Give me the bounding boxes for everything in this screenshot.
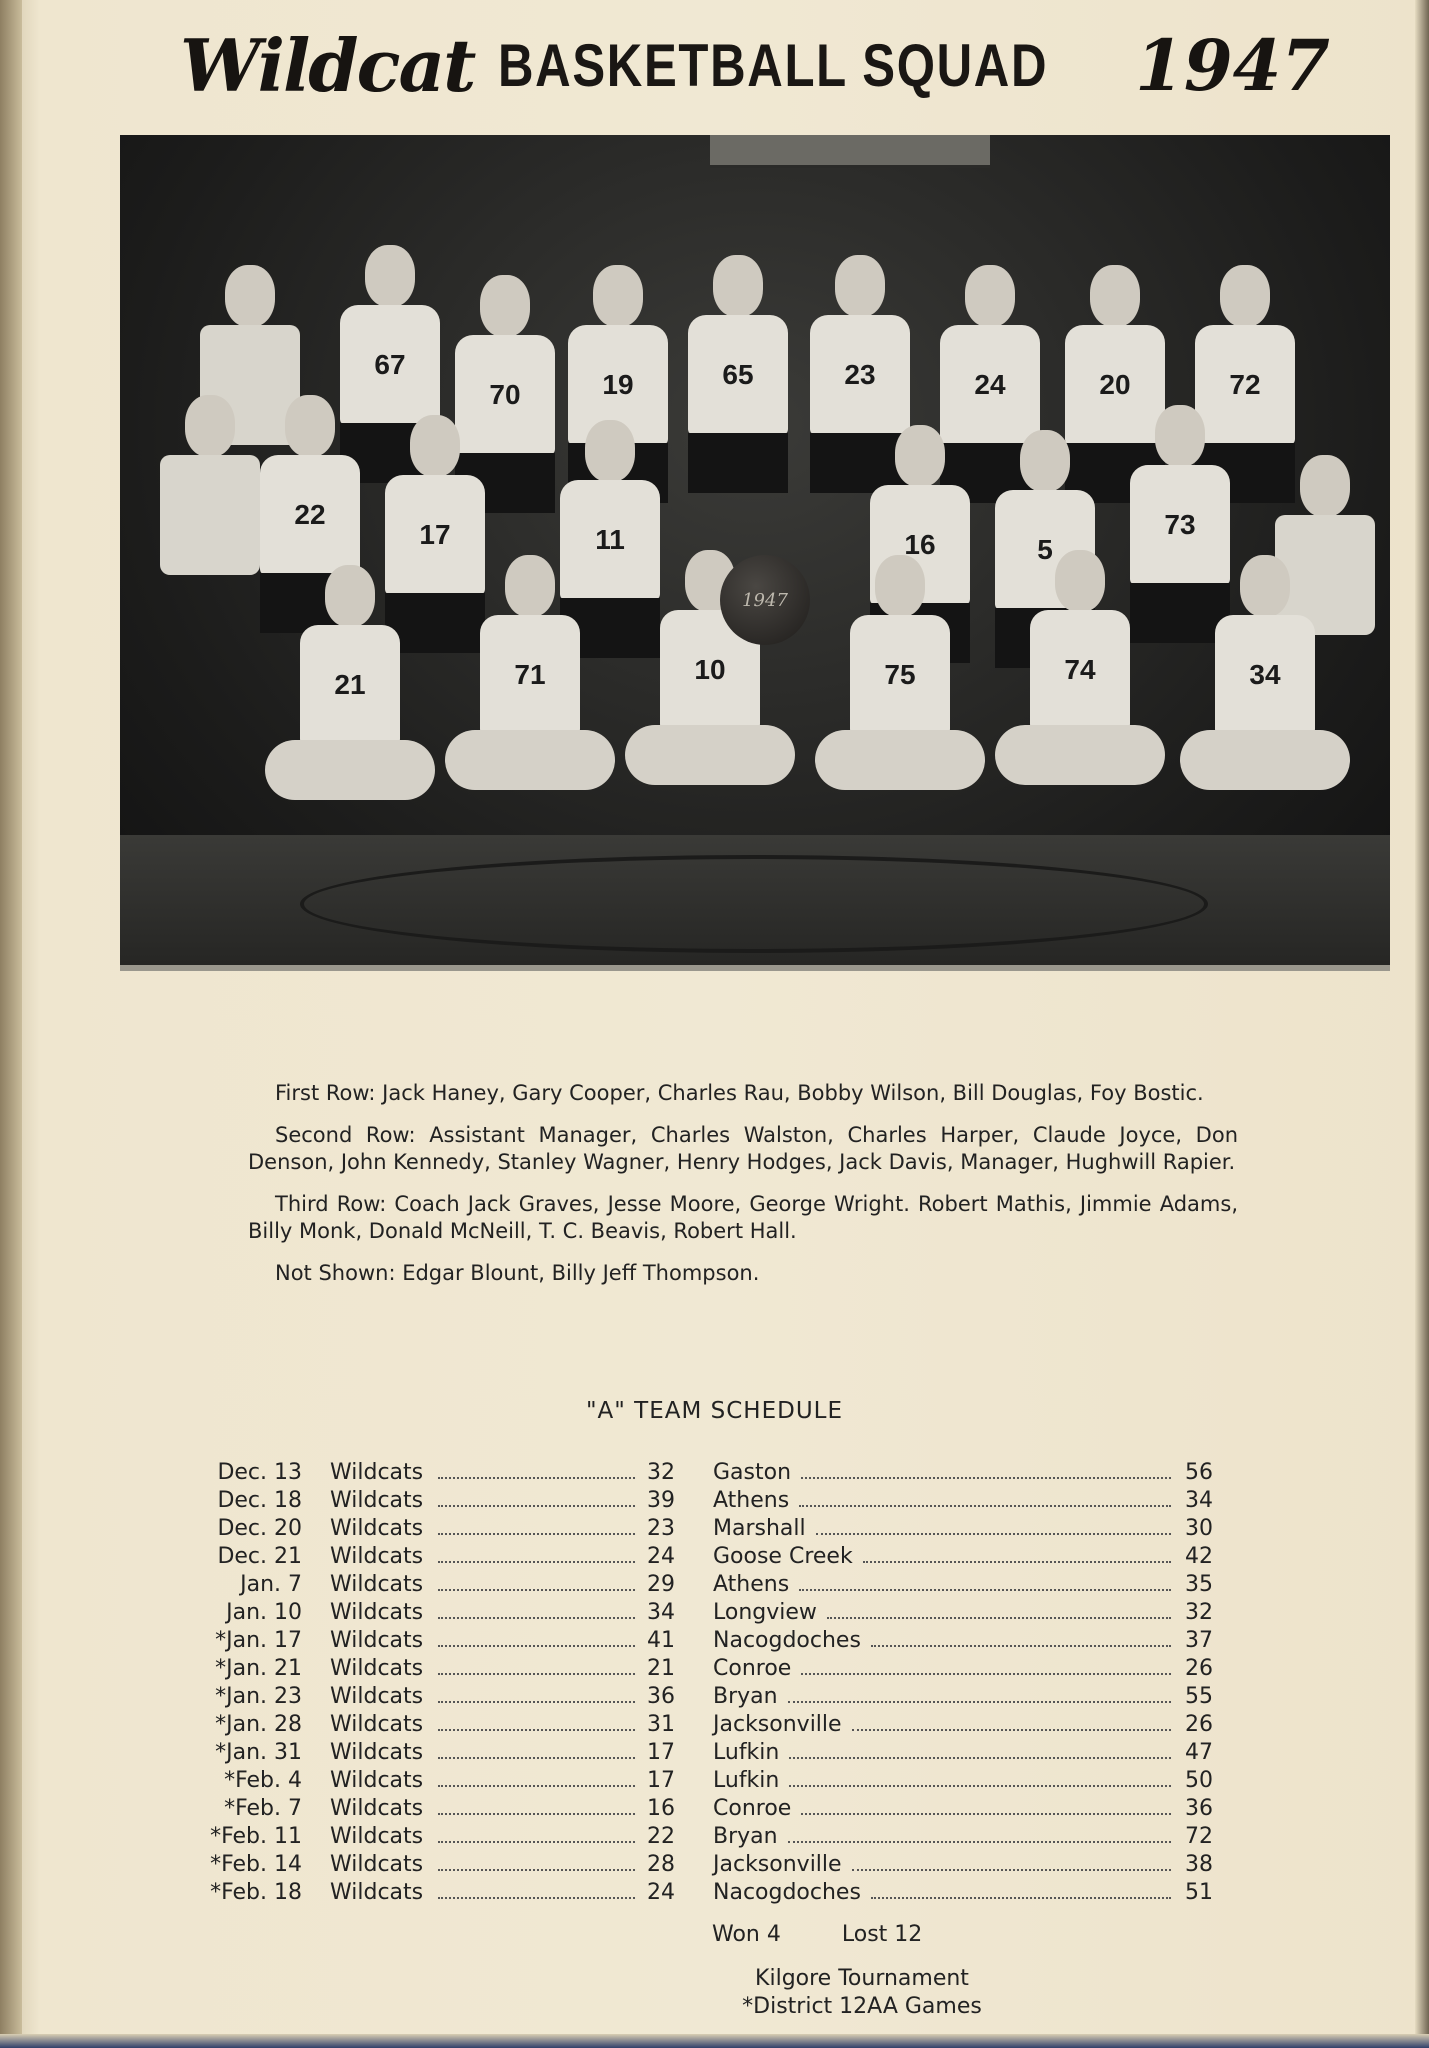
opponent-score: 55 [1185,1683,1213,1709]
roster-second-row: Second Row: Assistant Manager, Charles Walston, Charles Harper, Claude Joyce, Don Denson, John Kennedy, Stanley Wagner, Henry Hodges, Jack Davis, Manager, Hughwill Rapier. [248,1123,1238,1174]
player-front-5: 74 [1000,550,1160,810]
opponent-name: Athens [713,1487,790,1513]
player-back-5: 23 [790,255,930,515]
schedule-row [713,1878,1213,1906]
game-date: *Feb. 4 [224,1767,302,1793]
team-name: Wildcats [330,1627,424,1653]
schedule-row [175,1626,675,1654]
leader-dots [871,1645,1171,1647]
record-lost: Lost 12 [841,1922,923,1947]
wildcats-score: 22 [647,1823,675,1849]
opponent-name: Conroe [713,1795,792,1821]
wildcats-score: 24 [647,1879,675,1905]
game-date: *Feb. 14 [210,1851,302,1877]
player-back-1: 67 [320,245,460,505]
schedule-row [175,1794,675,1822]
team-name: Wildcats [330,1683,424,1709]
player-front-4: 75 [820,555,980,815]
leader-dots [438,1673,635,1675]
leader-dots [801,1477,1171,1479]
game-date: Dec. 21 [217,1543,302,1569]
team-name: Wildcats [330,1767,424,1793]
record-won: Won 4 [712,1922,781,1947]
game-date: Dec. 13 [217,1459,302,1485]
wildcats-score: 21 [647,1655,675,1681]
opponent-score: 42 [1185,1543,1213,1569]
schedule-row [713,1738,1213,1766]
opponent-name: Jacksonville [713,1851,842,1877]
season-record [712,1922,922,1947]
player-middle-3: 11 [540,420,680,680]
schedule-row [713,1850,1213,1878]
wildcats-score: 31 [647,1711,675,1737]
team-name: Wildcats [330,1879,424,1905]
leader-dots [799,1505,1171,1507]
team-name: Wildcats [330,1795,424,1821]
leader-dots [788,1841,1171,1843]
schedule-title: "A" TEAM SCHEDULE [585,1398,844,1424]
leader-dots [438,1617,635,1619]
wildcats-score: 17 [647,1739,675,1765]
opponent-score: 32 [1185,1599,1213,1625]
opponent-name: Nacogdoches [713,1879,861,1905]
opponent-name: Jacksonville [713,1711,842,1737]
opponent-score: 47 [1185,1739,1213,1765]
page-title [180,20,1380,110]
wildcats-score: 17 [647,1767,675,1793]
opponent-score: 35 [1185,1571,1213,1597]
page-edge-bottom [0,2034,1429,2048]
court-circle [300,855,1208,953]
team-name: Wildcats [330,1487,424,1513]
team-name: Wildcats [330,1515,424,1541]
opponent-name: Conroe [713,1655,792,1681]
leader-dots [816,1533,1171,1535]
schedule-row [175,1738,675,1766]
leader-dots [438,1477,635,1479]
opponent-score: 36 [1185,1795,1213,1821]
opponent-name: Gaston [713,1459,792,1485]
team-name: Wildcats [330,1543,424,1569]
schedule-row [175,1486,675,1514]
team-name: Wildcats [330,1711,424,1737]
wildcats-scores-column [175,1458,675,1906]
opponent-score: 38 [1185,1851,1213,1877]
opponent-score: 51 [1185,1879,1213,1905]
game-date: *Feb. 18 [210,1879,302,1905]
leader-dots [827,1617,1171,1619]
roster-third-row: Third Row: Coach Jack Graves, Jesse Moore, George Wright. Robert Mathis, Jimmie Adams, Billy Monk, Donald McNeill, T. C. Beavis, Robert Hall. [248,1192,1238,1243]
title-text: BASKETBALL SQUAD [498,31,1049,99]
opponent-score: 50 [1185,1767,1213,1793]
player-middle-4: 16 [850,425,990,685]
leader-dots [438,1785,635,1787]
player-front-2: 71 [450,555,610,815]
backboard [710,135,990,168]
leader-dots [799,1589,1171,1591]
team-name: Wildcats [330,1655,424,1681]
opponent-score: 72 [1185,1823,1213,1849]
page-spine [0,0,22,2048]
leader-dots [871,1897,1171,1899]
game-date: Jan. 10 [226,1599,302,1625]
player-front-3: 10 [630,550,790,810]
schedule-row [713,1710,1213,1738]
wildcats-score: 39 [647,1487,675,1513]
title-year: 1947 [1135,23,1330,107]
leader-dots [801,1813,1171,1815]
wildcats-score: 36 [647,1683,675,1709]
leader-dots [863,1561,1171,1563]
opponent-score: 37 [1185,1627,1213,1653]
schedule-row [175,1542,675,1570]
schedule-row [713,1514,1213,1542]
game-date: Jan. 7 [240,1571,302,1597]
title-script-word: Wildcat [180,22,475,108]
wildcats-score: 34 [647,1599,675,1625]
opponent-name: Nacogdoches [713,1627,861,1653]
note-tournament: Kilgore Tournament [755,1966,969,1991]
schedule-row [713,1458,1213,1486]
player-middle-6: 73 [1105,405,1255,665]
wildcats-score: 24 [647,1543,675,1569]
schedule-row [713,1542,1213,1570]
game-date: *Jan. 31 [215,1739,302,1765]
page-edge [1415,0,1429,2048]
game-date: *Jan. 21 [215,1655,302,1681]
schedule-row [713,1794,1213,1822]
player-back-6: 24 [920,265,1060,525]
wildcats-score: 29 [647,1571,675,1597]
leader-dots [438,1757,635,1759]
schedule-row [175,1654,675,1682]
opponent-score: 34 [1185,1487,1213,1513]
schedule-row [713,1626,1213,1654]
team-name: Wildcats [330,1851,424,1877]
schedule-row [175,1598,675,1626]
opponent-score: 26 [1185,1655,1213,1681]
leader-dots [438,1813,635,1815]
roster-first-row: First Row: Jack Haney, Gary Cooper, Charles Rau, Bobby Wilson, Bill Douglas, Foy Bostic. [275,1081,1204,1105]
leader-dots [438,1645,635,1647]
opponent-name: Bryan [713,1683,778,1709]
player-middle-5: 5 [975,430,1115,690]
schedule-row [175,1878,675,1906]
player-front-1: 21 [270,565,430,825]
opponent-name: Longview [713,1599,817,1625]
team-name: Wildcats [330,1739,424,1765]
schedule-row [713,1766,1213,1794]
game-date: *Feb. 7 [224,1795,302,1821]
schedule-row [713,1598,1213,1626]
opponent-name: Athens [713,1571,790,1597]
leader-dots [438,1561,635,1563]
opponent-name: Goose Creek [713,1543,853,1569]
opponent-name: Marshall [713,1515,806,1541]
schedule-row [175,1458,675,1486]
game-date: *Jan. 28 [215,1711,302,1737]
leader-dots [438,1701,635,1703]
player-middle-1: 22 [240,395,380,655]
leader-dots [438,1589,635,1591]
leader-dots [438,1869,635,1871]
wildcats-score: 41 [647,1627,675,1653]
schedule-row [713,1654,1213,1682]
player-back-3: 19 [548,265,688,525]
team-name: Wildcats [330,1459,424,1485]
schedule-row [175,1850,675,1878]
player-back-7: 20 [1045,265,1185,525]
schedule-row [175,1514,675,1542]
wildcats-score: 16 [647,1795,675,1821]
leader-dots [438,1841,635,1843]
team-photo [120,135,1390,971]
team-name: Wildcats [330,1571,424,1597]
game-date: Dec. 20 [217,1515,302,1541]
leader-dots [789,1785,1171,1787]
note-district: *District 12AA Games [742,1994,982,2019]
player-back-4: 65 [668,255,808,515]
leader-dots [438,1729,635,1731]
wildcats-score: 32 [647,1459,675,1485]
leader-dots [801,1673,1171,1675]
schedule-row [175,1710,675,1738]
team-name: Wildcats [330,1823,424,1849]
game-date: *Feb. 11 [210,1823,302,1849]
game-date: Dec. 18 [217,1487,302,1513]
player-middle-2: 17 [365,415,505,675]
game-date: *Jan. 23 [215,1683,302,1709]
opponent-name: Lufkin [713,1767,780,1793]
opponent-score: 56 [1185,1459,1213,1485]
schedule-row [175,1766,675,1794]
leader-dots [852,1869,1171,1871]
schedule-row [175,1570,675,1598]
leader-dots [788,1701,1171,1703]
roster-caption [248,1080,1238,1302]
opponent-score: 30 [1185,1515,1213,1541]
wildcats-score: 23 [647,1515,675,1541]
schedule-notes [712,1965,1012,2021]
wildcats-score: 28 [647,1851,675,1877]
player-back-2: 70 [435,275,575,535]
opponent-name: Lufkin [713,1739,780,1765]
leader-dots [438,1897,635,1899]
schedule-row [175,1822,675,1850]
opponent-scores-column [713,1458,1213,1906]
schedule-row [713,1486,1213,1514]
leader-dots [438,1505,635,1507]
schedule-row [713,1682,1213,1710]
basketball: 1947 [720,555,810,645]
player-front-6: 34 [1180,555,1350,815]
team-name: Wildcats [330,1599,424,1625]
player-back-8: 72 [1175,265,1315,525]
leader-dots [438,1533,635,1535]
leader-dots [789,1757,1171,1759]
game-date: *Jan. 17 [215,1627,302,1653]
opponent-score: 26 [1185,1711,1213,1737]
schedule-row [713,1570,1213,1598]
roster-not-shown: Not Shown: Edgar Blount, Billy Jeff Thompson. [275,1261,760,1285]
schedule-row [175,1682,675,1710]
opponent-name: Bryan [713,1823,778,1849]
leader-dots [852,1729,1171,1731]
schedule-row [713,1822,1213,1850]
